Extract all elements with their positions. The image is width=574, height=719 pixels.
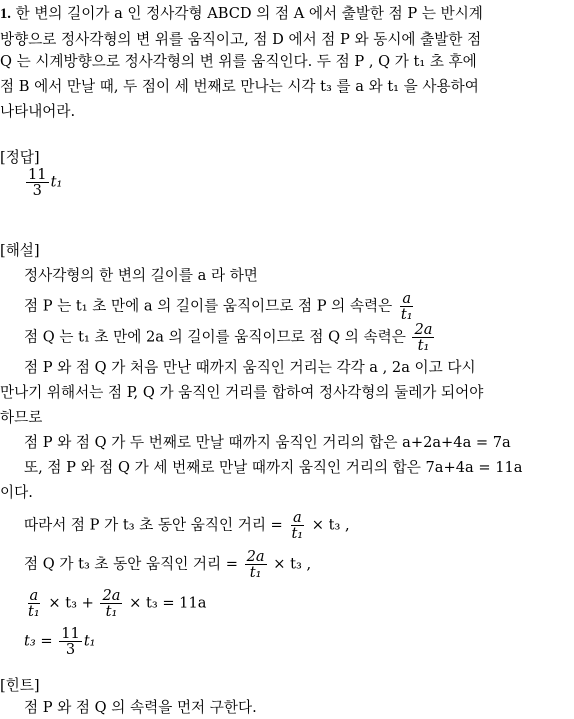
answer-denominator: 3 bbox=[32, 182, 42, 199]
q-speed-denominator: t₁ bbox=[417, 337, 430, 354]
problem-line-4: 점 B 에서 만날 때, 두 점이 세 번째로 만나는 시각 t₃ 를 a 와 t₁ 을 사용하여 bbox=[0, 78, 479, 95]
sum-fraction-2-numerator: 2a bbox=[102, 587, 121, 604]
solution-line-13 bbox=[24, 626, 96, 657]
solution-line-2-text: 점 P 는 t₁ 초 만에 a 의 길이를 움직이므로 점 P 의 속력은 bbox=[24, 297, 393, 315]
sum-fraction-1-denominator: t₁ bbox=[28, 603, 40, 620]
problem-number: 1. bbox=[0, 6, 11, 22]
problem-line-3: Q 는 시계방향으로 정사각형의 변 위를 움직인다. 두 점 P , Q 가 t₁ 초 후에 bbox=[0, 53, 477, 70]
solution-heading: [해설] bbox=[0, 242, 40, 259]
solution-line-4: 점 P 와 점 Q 가 처음 만난 때까지 움직인 거리는 각각 a , 2a 이고 다시 bbox=[24, 359, 476, 376]
solution-line-12-mid: × t₃ + bbox=[48, 594, 94, 612]
solution-line-11 bbox=[24, 549, 311, 580]
hint-text: 점 P 와 점 Q 의 속력을 먼저 구한다. bbox=[24, 699, 257, 716]
q-speed-numerator: 2a bbox=[414, 321, 433, 338]
solution-line-7: 점 P 와 점 Q 가 두 번째로 만날 때까지 움직인 거리의 합은 a+2a+4a = 7a bbox=[24, 434, 511, 451]
solution-line-10-text: 따라서 점 P 가 t₃ 초 동안 움직인 거리 = bbox=[24, 516, 283, 534]
result-numerator: 11 bbox=[61, 625, 80, 642]
solution-line-11-tail: × t₃ , bbox=[273, 555, 312, 573]
q-distance-denominator: t₁ bbox=[249, 564, 262, 581]
answer-heading: [정답] bbox=[0, 149, 40, 166]
solution-line-12 bbox=[24, 588, 206, 619]
problem-line-2: 방향으로 정사각형의 변 위를 움직이고, 점 D 에서 점 P 와 동시에 출발한 점 bbox=[0, 31, 482, 48]
p-distance-numerator: a bbox=[292, 509, 302, 526]
p-speed-fraction bbox=[399, 291, 415, 322]
solution-line-12-tail: × t₃ = 11a bbox=[129, 594, 207, 612]
answer-fraction bbox=[26, 167, 49, 198]
problem-line-1 bbox=[0, 3, 483, 25]
hint-heading: [힌트] bbox=[0, 677, 40, 694]
result-variable: t₁ bbox=[83, 632, 96, 650]
solution-line-13-lhs: t₃ = bbox=[24, 632, 53, 650]
result-denominator: 3 bbox=[65, 641, 76, 658]
solution-line-3-text: 점 Q 는 t₁ 초 만에 2a 의 길이를 움직이므로 점 Q 의 속력은 bbox=[24, 328, 406, 346]
answer-value bbox=[24, 167, 62, 198]
solution-line-2 bbox=[24, 291, 417, 322]
solution-line-10-tail: × t₃ , bbox=[311, 516, 350, 534]
solution-line-5: 만나기 위해서는 점 P, Q 가 움직인 거리를 합하여 정사각형의 둘레가 되어야 bbox=[0, 384, 484, 401]
q-distance-numerator: 2a bbox=[246, 548, 265, 565]
solution-line-11-text: 점 Q 가 t₃ 초 동안 움직인 거리 = bbox=[24, 555, 238, 573]
solution-line-8: 또, 점 P 와 점 Q 가 세 번째로 만날 때까지 움직인 거리의 합은 7a+4a = 11a bbox=[24, 459, 523, 476]
p-speed-denominator: t₁ bbox=[400, 306, 413, 323]
q-speed-fraction bbox=[412, 322, 434, 353]
solution-line-3 bbox=[24, 322, 436, 353]
sum-fraction-1-numerator: a bbox=[29, 587, 39, 604]
problem-text-1: 한 변의 길이가 a 인 정사각형 ABCD 의 점 A 에서 출발한 점 P 는 반시계 bbox=[15, 5, 483, 22]
solution-line-10 bbox=[24, 510, 350, 541]
p-distance-fraction bbox=[289, 510, 305, 541]
sum-fraction-2 bbox=[100, 588, 122, 619]
solution-line-9: 이다. bbox=[0, 484, 33, 501]
problem-line-5: 나타내어라. bbox=[0, 103, 76, 120]
sum-fraction-2-denominator: t₁ bbox=[105, 603, 118, 620]
answer-variable: t₁ bbox=[50, 173, 63, 191]
answer-numerator: 11 bbox=[28, 166, 47, 183]
p-speed-numerator: a bbox=[402, 290, 412, 307]
q-distance-fraction bbox=[245, 549, 267, 580]
p-distance-denominator: t₁ bbox=[291, 525, 304, 542]
solution-line-6: 하므로 bbox=[0, 409, 43, 426]
sum-fraction-1 bbox=[26, 588, 42, 619]
result-fraction bbox=[59, 626, 82, 657]
solution-line-1: 정사각형의 한 변의 길이를 a 라 하면 bbox=[24, 267, 258, 284]
